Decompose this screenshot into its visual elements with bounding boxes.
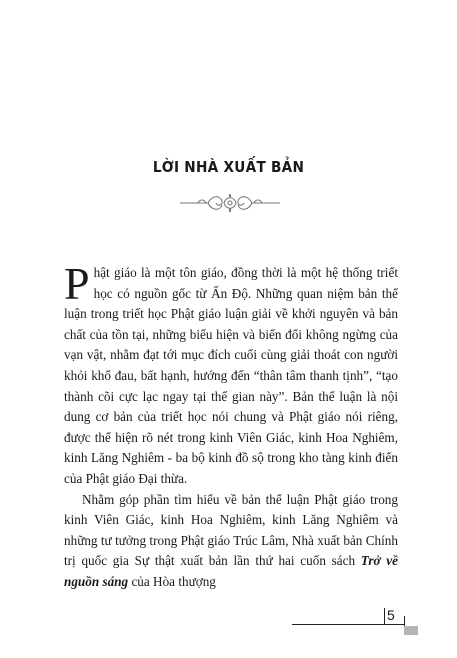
footer-shade	[404, 626, 418, 635]
body-text	[64, 258, 398, 593]
book-title: Trở về nguồn sáng	[64, 553, 398, 589]
drop-cap: P	[64, 258, 90, 309]
page-title: LỜI NHÀ XUẤT BẢN	[152, 158, 305, 176]
paragraph-2-text-before: Nhằm góp phần tìm hiểu về bản thể luận Phật giáo trong kinh Viên Giác, kinh Hoa Nghiêm, kinh Lăng Nghiêm và những tư tưởng trong Phật giáo Trúc Lâm, Nhà xuất bản Chính trị quốc gia Sự thật xuất bản lần thứ hai cuốn sách	[64, 491, 398, 569]
floral-divider-icon	[178, 190, 282, 216]
footer-tick	[404, 616, 405, 626]
paragraph-2	[64, 490, 398, 593]
paragraph-1	[64, 258, 398, 490]
footer-rule	[292, 624, 404, 625]
paragraph-2-text-after: của Hòa thượng	[128, 573, 216, 589]
paragraph-1-text: hật giáo là một tôn giáo, đồng thời là một hệ thống triết học có nguồn gốc từ Ấn Độ. Những quan niệm bản thể luận trong triết học Phật giáo luận giải về khởi nguyên và bản chất của tồn tại, những biểu hiện và biến đổi không ngừng của vạn vật, nhằm đạt tới mục đích cuối cùng giải thoát con người khỏi khổ đau, bất hạnh, hướng đến “thân tâm thanh tịnh”, “tạo thành cõi cực lạc ngay tại thế gian này”. Bản thể luận là nội dung cơ bản của triết học nói chung và Phật giáo nói riêng, được thể hiện rõ nét trong kinh Viên Giác, kinh Hoa Nghiêm, kinh Lăng Nghiêm - ba bộ kinh đồ sộ trong kho tàng kinh điển của Phật giáo Đại thừa.	[64, 265, 398, 486]
page-number: 5	[387, 607, 395, 623]
